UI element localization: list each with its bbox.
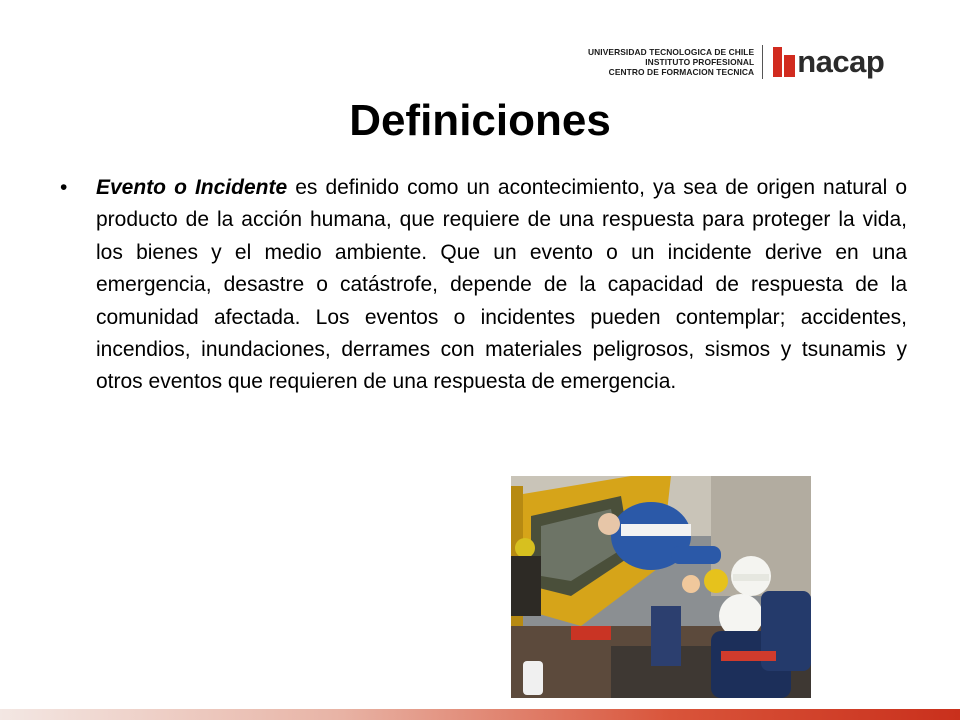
- bullet-item: [58, 172, 907, 399]
- logo-line-institute: INSTITUTO PROFESIONAL: [645, 57, 755, 67]
- inacap-logo: [773, 42, 884, 82]
- slide-title: Definiciones: [349, 96, 611, 145]
- bullet-body-text: es definido como un acontecimiento, ya sea de origen natural o producto de la acción humana, que requiere de una respuesta para proteger la vida, los bienes y el medio ambiente. Que un evento o un incidente derive en una emergencia, desastre o catástrofe, depende de la capacidad de respuesta de la comunidad afectada. Los eventos o incidentes pueden contemplar; accidentes, incendios, inundaciones, derrames con materiales peligrosos, sismos y tsunamis y otros eventos que requieren de una respuesta de emergencia.: [96, 176, 908, 394]
- inacap-i-mark-icon: [773, 47, 795, 77]
- slide-body: [58, 172, 907, 399]
- institution-subtitle: [588, 47, 762, 77]
- bullet-dot-icon: •: [60, 176, 68, 199]
- logo-divider: [762, 45, 763, 79]
- rescue-scene-image: [511, 476, 811, 698]
- institution-logo: [588, 40, 884, 84]
- rescue-workers-photo: [511, 476, 811, 698]
- bullet-paragraph: [96, 172, 907, 399]
- footer-accent-bar: [0, 709, 960, 720]
- logo-wordmark: nacap: [797, 44, 885, 79]
- bullet-term: Evento o Incidente: [96, 176, 288, 199]
- logo-line-cft: CENTRO DE FORMACION TECNICA: [608, 67, 755, 77]
- logo-line-university: UNIVERSIDAD TECNOLOGICA DE CHILE: [588, 47, 755, 57]
